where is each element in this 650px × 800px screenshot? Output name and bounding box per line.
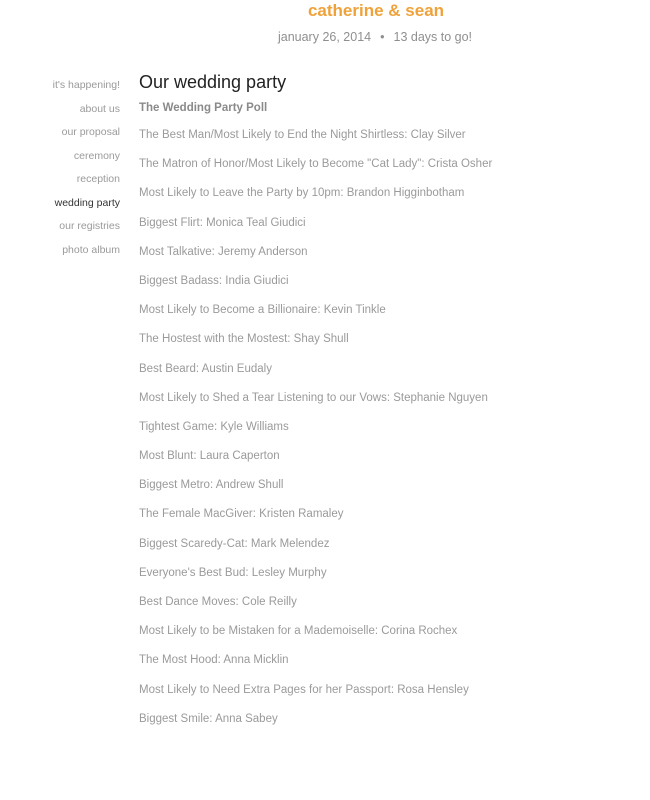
sidebar-item-about-us[interactable]: about us xyxy=(79,102,120,115)
poll-item: Most Likely to Shed a Tear Listening to our Vows: Stephanie Nguyen xyxy=(139,391,488,404)
countdown-text: 13 days to go! xyxy=(393,30,473,44)
poll-item: The Most Hood: Anna Micklin xyxy=(139,654,289,667)
sidebar-item-its-happening[interactable]: it's happening! xyxy=(52,79,120,91)
sidebar-item-ceremony[interactable]: ceremony xyxy=(73,149,120,162)
poll-item: Tightest Game: Kyle Williams xyxy=(139,420,289,433)
poll-item: Most Talkative: Jeremy Anderson xyxy=(139,245,308,258)
poll-title: The Wedding Party Poll xyxy=(139,102,268,114)
poll-item: Biggest Metro: Andrew Shull xyxy=(139,479,284,492)
sidebar-item-our-proposal[interactable]: our proposal xyxy=(61,126,120,138)
page-title: Our wedding party xyxy=(139,72,287,92)
poll-item: Most Likely to be Mistaken for a Mademoiselle: Corina Rochex xyxy=(139,625,458,638)
main-content xyxy=(139,70,644,741)
poll-item: Everyone's Best Bud: Lesley Murphy xyxy=(139,566,327,579)
site-title[interactable]: catherine & sean xyxy=(307,1,445,20)
sidebar-nav xyxy=(53,74,120,262)
sidebar-item-our-registries[interactable]: our registries xyxy=(59,220,120,232)
poll-item: Most Likely to Become a Billionaire: Kevin Tinkle xyxy=(139,304,386,317)
date-line xyxy=(0,28,650,46)
sidebar-item-photo-album[interactable]: photo album xyxy=(62,243,120,256)
poll-item: Biggest Smile: Anna Sabey xyxy=(139,712,278,725)
poll-item: The Best Man/Most Likely to End the Night Shirtless: Clay Silver xyxy=(139,129,466,141)
poll-item: Best Dance Moves: Cole Reilly xyxy=(139,596,297,608)
poll-item: The Matron of Honor/Most Likely to Become "Cat Lady": Crista Osher xyxy=(139,158,493,171)
poll-item: Biggest Flirt: Monica Teal Giudici xyxy=(139,216,306,229)
wedding-date: january 26, 2014 xyxy=(277,30,372,44)
poll-item: Most Likely to Need Extra Pages for her Passport: Rosa Hensley xyxy=(139,683,469,696)
sidebar-item-wedding-party[interactable]: wedding party xyxy=(54,196,120,209)
sidebar-item-reception[interactable]: reception xyxy=(76,173,120,185)
poll-item: The Female MacGiver: Kristen Ramaley xyxy=(139,508,344,521)
poll-item: Most Likely to Leave the Party by 10pm: Brandon Higginbotham xyxy=(139,187,465,200)
poll-item: Biggest Badass: India Giudici xyxy=(139,274,289,287)
separator-dot: • xyxy=(380,30,385,44)
poll-item: Most Blunt: Laura Caperton xyxy=(139,450,280,463)
poll-item: Best Beard: Austin Eudaly xyxy=(139,362,272,375)
poll-item: Biggest Scaredy-Cat: Mark Melendez xyxy=(139,537,330,550)
poll-list xyxy=(139,128,644,741)
poll-item: The Hostest with the Mostest: Shay Shull xyxy=(139,333,349,346)
